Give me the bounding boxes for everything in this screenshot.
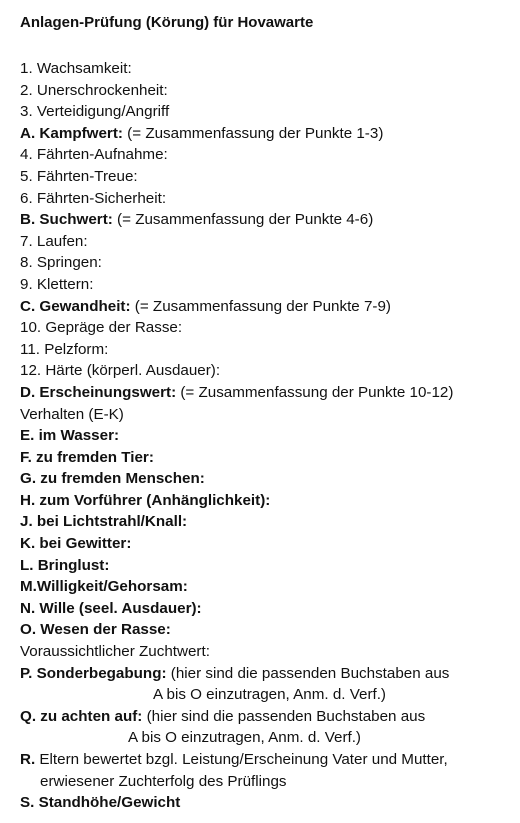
list-item: F. zu fremden Tier: [20,448,154,466]
list-item: 7. Laufen: [20,232,88,250]
list-item: 1. Wachsamkeit: [20,60,132,77]
list-item: N. Wille (seel. Ausdauer): [20,599,202,617]
list-item-sonderbegabung: P. Sonderbegabung: (hier sind die passenden Buchstaben aus A bis O einzutragen, Anm. d. Verf.) [20,664,450,704]
list-item: 5. Fährten-Treue: [20,167,138,185]
list-item: 11. Pelzform: [20,340,109,358]
list-item-eltern: R. Eltern bewertet bzgl. Leistung/Erscheinung Vater und Mutter, erwiesener Zuchterfolg des Prüflings [20,751,448,790]
list-item: M.Willigkeit/Gehorsam: [20,578,188,596]
list-item: 10. Gepräge der Rasse: [20,319,183,337]
list-item-zu-achten-auf: Q. zu achten auf: (hier sind die passenden Buchstaben aus A bis O einzutragen, Anm. d. Verf.) [20,707,426,747]
list-item: J. bei Lichtstrahl/Knall: [20,513,188,531]
summary-item-d: D. Erscheinungswert: (= Zusammenfassung der Punkte 10-12) [20,383,454,401]
list-item: 4. Fährten-Aufnahme: [20,146,168,164]
list-item: G. zu fremden Menschen: [20,470,205,488]
list-item: O. Wesen der Rasse: [20,621,171,639]
list-item: K. bei Gewitter: [20,535,132,553]
list-item: 12. Härte (körperl. Ausdauer): [20,362,221,380]
list-item: E. im Wasser: [20,427,120,445]
list-item: L. Bringlust: [20,556,110,574]
summary-item-b: B. Suchwert: (= Zusammenfassung der Punkte 4-6) [20,211,374,229]
document-title: Anlagen-Prüfung (Körung) für Hovawarte [20,14,314,31]
list-item: H. zum Vorführer (Anhänglichkeit): [20,491,271,509]
summary-item-c: C. Gewandheit: (= Zusammenfassung der Punkte 7-9) [20,297,391,315]
list-item: 9. Klettern: [20,275,94,293]
list-item: 3. Verteidigung/Angriff [20,103,170,121]
section-heading-zuchtwert: Voraussichtlicher Zuchtwert: [20,643,210,661]
list-item: 8. Springen: [20,254,102,272]
list-item: 6. Fährten-Sicherheit: [20,189,167,207]
list-item: 2. Unerschrockenheit: [20,81,168,99]
summary-item-a: A. Kampfwert: (= Zusammenfassung der Punkte 1-3) [20,124,384,142]
section-heading-verhalten: Verhalten (E-K) [20,405,124,423]
list-item-standhoehe: S. Standhöhe/Gewicht [20,794,181,812]
criteria-list [20,58,515,814]
